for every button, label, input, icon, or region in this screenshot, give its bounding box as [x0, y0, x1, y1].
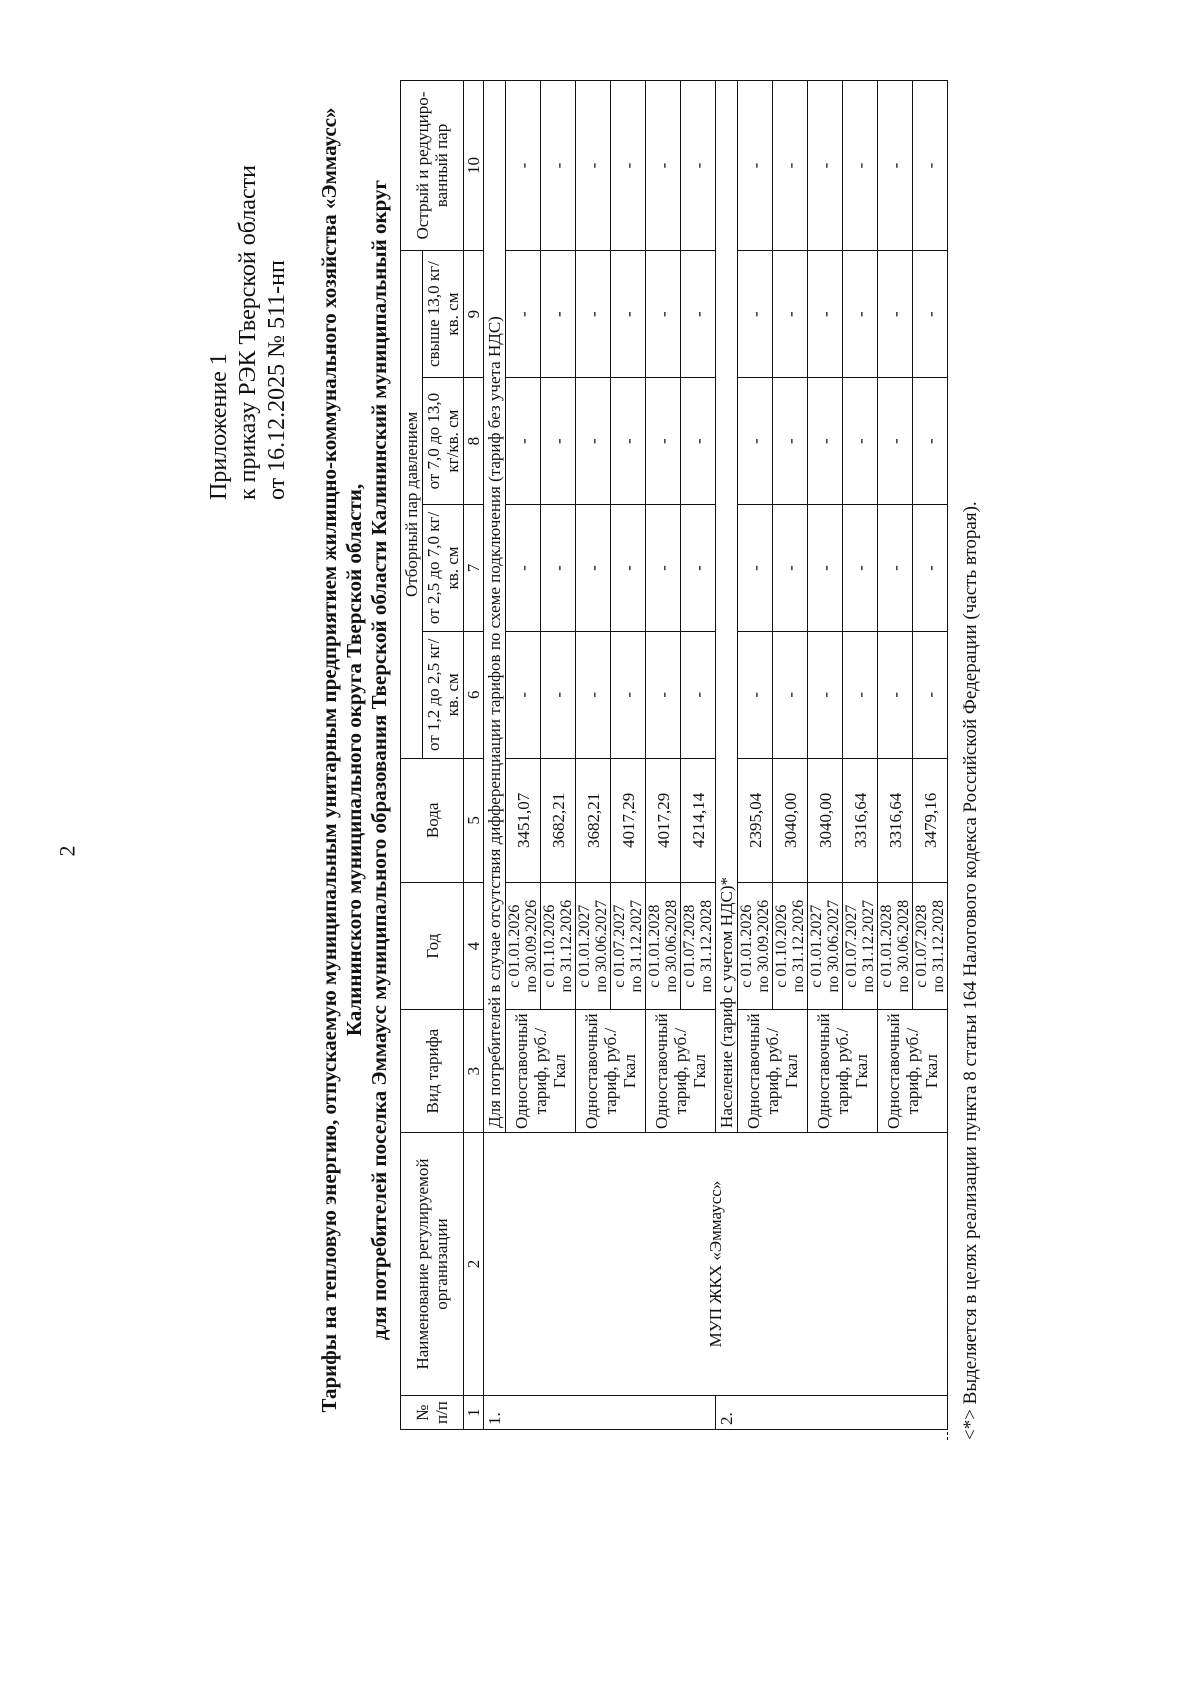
year-cell: с 01.01.2026 по 30.09.2026: [738, 882, 773, 1009]
tariff-type: Одноставочный тариф, руб./Гкал: [576, 1010, 646, 1133]
col-number: 5: [464, 758, 484, 882]
dash-cell: -: [506, 378, 541, 505]
title-line-3: для потребителей поселка Эммаусс муниципального образования Тверской области Калининский муниципальный округ: [367, 179, 391, 1341]
water-value: 3316,64: [843, 758, 878, 882]
dash-cell: -: [646, 631, 681, 758]
dash-cell: -: [506, 81, 541, 251]
dash-cell: -: [773, 631, 808, 758]
footnote: <*> Выделяется в целях реализации пункта 8 статьи 164 Налогового кодекса Российской Федерации (часть вторая).: [960, 501, 981, 1440]
page-number: 2: [54, 845, 80, 857]
dash-cell: -: [843, 251, 878, 378]
dash-cell: -: [808, 251, 843, 378]
water-value: 4017,29: [611, 758, 646, 882]
title-line-2: Калининского муниципального округа Тверской области,: [342, 483, 366, 1037]
dash-cell: -: [681, 81, 716, 251]
dash-cell: -: [681, 378, 716, 505]
dash-cell: -: [646, 505, 681, 632]
appendix-line-1: Приложение 1: [206, 353, 232, 500]
dash-cell: -: [681, 251, 716, 378]
year-cell: с 01.01.2027 по 30.06.2027: [576, 882, 611, 1009]
dash-cell: -: [611, 251, 646, 378]
dash-cell: -: [843, 631, 878, 758]
dash-cell: -: [878, 378, 913, 505]
dash-cell: -: [738, 251, 773, 378]
tariff-table: [400, 80, 948, 1430]
appendix-block: [205, 80, 292, 500]
title-line-1: Тарифы на тепловую энергию, отпускаемую муниципальным унитарным предприятием жилищно-коммунального хозяйства «Эммаусс»: [317, 107, 341, 1413]
section-number: 1.: [484, 1396, 716, 1430]
dash-cell: -: [738, 81, 773, 251]
dash-cell: -: [878, 251, 913, 378]
water-value: 3040,00: [773, 758, 808, 882]
dash-cell: -: [773, 251, 808, 378]
dash-cell: -: [913, 81, 948, 251]
dash-cell: -: [611, 378, 646, 505]
dash-cell: -: [576, 251, 611, 378]
dash-cell: -: [878, 631, 913, 758]
col-number: 9: [464, 251, 484, 378]
year-cell: с 01.07.2027 по 31.12.2027: [843, 882, 878, 1009]
dash-cell: -: [913, 378, 948, 505]
dash-cell: -: [878, 505, 913, 632]
org-name: МУП ЖКХ «Эммаусс»: [484, 1132, 948, 1395]
header-pressure-4: свыше 13,0 кг/кв. см: [423, 251, 464, 378]
year-cell: с 01.10.2026 по 31.12.2026: [541, 882, 576, 1009]
dash-cell: -: [808, 378, 843, 505]
dash-cell: -: [646, 378, 681, 505]
tariff-type: Одноставочный тариф, руб./Гкал: [878, 1010, 948, 1133]
header-water: Вода: [401, 758, 464, 882]
rotated-page-content: [205, 80, 1005, 1440]
tariff-table-body: [484, 81, 948, 1430]
dash-cell: -: [738, 631, 773, 758]
header-no: № п/п: [401, 1396, 464, 1430]
dash-cell: -: [738, 378, 773, 505]
year-cell: с 01.01.2028 по 30.06.2028: [646, 882, 681, 1009]
col-number: 4: [464, 882, 484, 1009]
dash-cell: -: [576, 378, 611, 505]
col-number: 7: [464, 505, 484, 632]
dash-cell: -: [541, 378, 576, 505]
water-value: 3451,07: [506, 758, 541, 882]
column-number-row: [464, 81, 484, 1430]
tariff-type: Одноставочный тариф, руб./Гкал: [738, 1010, 808, 1133]
water-value: 3479,16: [913, 758, 948, 882]
header-pressure-2: от 2,5 до 7,0 кг/кв. см: [423, 505, 464, 632]
year-cell: с 01.01.2027 по 30.06.2027: [808, 882, 843, 1009]
dash-cell: -: [611, 631, 646, 758]
year-cell: с 01.07.2027 по 31.12.2027: [611, 882, 646, 1009]
header-year: Год: [401, 882, 464, 1009]
dash-cell: -: [506, 251, 541, 378]
water-value: 3682,21: [576, 758, 611, 882]
header-pressure-3: от 7,0 до 13,0 кг/кв. см: [423, 378, 464, 505]
header-org: Наименование регулируемой организации: [401, 1132, 464, 1395]
dash-cell: -: [843, 378, 878, 505]
dash-cell: -: [646, 251, 681, 378]
water-value: 3682,21: [541, 758, 576, 882]
dash-cell: -: [541, 631, 576, 758]
year-cell: с 01.07.2028 по 31.12.2028: [913, 882, 948, 1009]
col-number: 6: [464, 631, 484, 758]
dash-cell: -: [611, 505, 646, 632]
dash-cell: -: [681, 505, 716, 632]
section-row: [484, 81, 506, 1430]
header-selected-steam: Отборный пар давлением: [401, 251, 423, 759]
footnote-divider: [947, 1250, 948, 1440]
document-title: [317, 80, 392, 1440]
dash-cell: -: [681, 631, 716, 758]
dash-cell: -: [808, 631, 843, 758]
water-value: 4017,29: [646, 758, 681, 882]
col-number: 10: [464, 81, 484, 251]
year-cell: с 01.01.2028 по 30.06.2028: [878, 882, 913, 1009]
dash-cell: -: [808, 505, 843, 632]
tariff-type: Одноставочный тариф, руб./Гкал: [646, 1010, 716, 1133]
col-number: 2: [464, 1132, 484, 1395]
year-cell: с 01.01.2026 по 30.09.2026: [506, 882, 541, 1009]
dash-cell: -: [541, 505, 576, 632]
section-label: Для потребителей в случае отсутствия дифференциации тарифов по схеме подключения (тариф без учета НДС): [484, 81, 506, 1133]
dash-cell: -: [878, 81, 913, 251]
dash-cell: -: [843, 505, 878, 632]
col-number: 8: [464, 378, 484, 505]
section-label: Население (тариф с учетом НДС)*: [716, 81, 738, 1133]
header-pressure-1: от 1,2 до 2,5 кг/кв. см: [423, 631, 464, 758]
dash-cell: -: [506, 631, 541, 758]
water-value: 3316,64: [878, 758, 913, 882]
dash-cell: -: [611, 81, 646, 251]
dash-cell: -: [506, 505, 541, 632]
appendix-line-2: к приказу РЭК Тверской области: [235, 165, 261, 500]
dash-cell: -: [913, 251, 948, 378]
dash-cell: -: [541, 81, 576, 251]
dash-cell: -: [913, 631, 948, 758]
header-sharp-steam: Острый и редуциро-ванный пар: [401, 81, 464, 251]
dash-cell: -: [808, 81, 843, 251]
year-cell: с 01.10.2026 по 31.12.2026: [773, 882, 808, 1009]
dash-cell: -: [576, 81, 611, 251]
dash-cell: -: [646, 81, 681, 251]
dash-cell: -: [773, 378, 808, 505]
col-number: 1: [464, 1396, 484, 1430]
dash-cell: -: [843, 81, 878, 251]
dash-cell: -: [913, 505, 948, 632]
appendix-line-3: от 16.12.2025 № 511-нп: [264, 260, 290, 500]
water-value: 4214,14: [681, 758, 716, 882]
dash-cell: -: [541, 251, 576, 378]
year-cell: с 01.07.2028 по 31.12.2028: [681, 882, 716, 1009]
dash-cell: -: [773, 505, 808, 632]
dash-cell: -: [576, 631, 611, 758]
dash-cell: -: [738, 505, 773, 632]
water-value: 3040,00: [808, 758, 843, 882]
dash-cell: -: [576, 505, 611, 632]
section-number: 2.: [716, 1396, 948, 1430]
dash-cell: -: [773, 81, 808, 251]
tariff-type: Одноставочный тариф, руб./Гкал: [506, 1010, 576, 1133]
water-value: 2395,04: [738, 758, 773, 882]
col-number: 3: [464, 1010, 484, 1133]
tariff-type: Одноставочный тариф, руб./Гкал: [808, 1010, 878, 1133]
header-tariff-type: Вид тарифа: [401, 1010, 464, 1133]
